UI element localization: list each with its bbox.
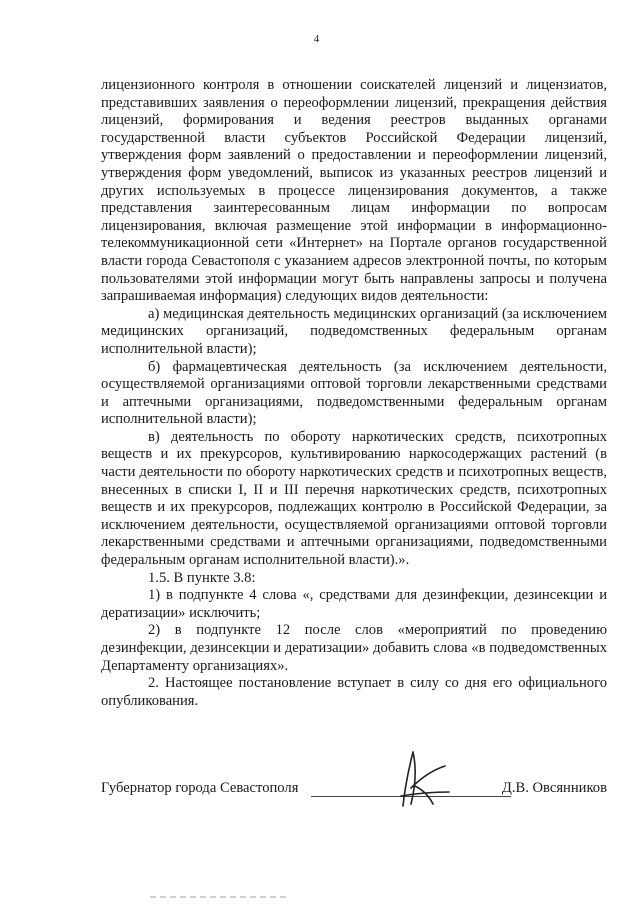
document-body	[101, 77, 607, 710]
faded-footer-marks	[150, 896, 290, 898]
signatory-name: Д.В. Овсянников	[501, 780, 607, 796]
signature-block	[101, 774, 607, 814]
paragraph-subclause-1: 1) в подпункте 4 слова «, средствами для дезинфекции, дезинсекции и дератизации» исключить;	[101, 587, 607, 621]
paragraph-item-b: б) фармацевтическая деятельность (за исключением деятельности, осуществляемой организациями оптовой торговли лекарственными средствами и аптечными организациями, подведомственными федеральным органам исполнительной власти);	[101, 358, 607, 428]
paragraph-subclause-2: 2) в подпункте 12 после слов «мероприятий по проведению дезинфекции, дезинсекции и дератизации» добавить слова «в подведомственных Департаменту организациях».	[101, 622, 607, 674]
paragraph-item-c: в) деятельность по обороту наркотических средств, психотропных веществ и их прекурсоров, культивированию наркосодержащих растений (в части деятельности по обороту наркотических средств и психотропных веществ, внесенных в списки I, II и III перечня наркотических средств, психотропных веществ и их прекурсоров, подлежащих контролю в Российской Федерации, за исключением деятельности, осуществляемой организациями оптовой торговли лекарственными средствами и аптечными организациями, подведомственными федеральным органам исполнительной власти).».	[101, 428, 607, 569]
signatory-title: Губернатор города Севастополя	[101, 780, 299, 796]
handwritten-signature-icon	[393, 748, 453, 810]
paragraph-continuation: лицензионного контроля в отношении соискателей лицензий и лицензиатов, представивших заявления о переоформлении лицензий, прекращения действия лицензий, формирования и ведения реестров выданных органами государственной власти субъектов Российской Федерации лицензий, утверждения форм заявлений о предоставлении и переоформлении лицензий, утверждения форм уведомлений, выписок из указанных реестров лицензий и других используемых в процессе лицензирования документов, а также представления заинтересованным лицам информации по вопросам лицензирования, включая размещение этой информации в информационно-телекоммуникационной сети «Интернет» на Портале органов государственной власти города Севастополя с указанием адресов электронной почты, по которым пользователями этой информации могут быть направлены запросы и получена запрашиваемая информация) следующих видов деятельности:	[101, 77, 607, 305]
paragraph-clause-2: 2. Настоящее постановление вступает в силу со дня его официального опубликования.	[101, 675, 607, 709]
page-number: 4	[313, 33, 320, 45]
paragraph-item-a: а) медицинская деятельность медицинских организаций (за исключением медицинских организаций, подведомственных федеральным органам исполнительной власти);	[101, 305, 607, 357]
paragraph-clause-1-5: 1.5. В пункте 3.8:	[148, 569, 256, 586]
